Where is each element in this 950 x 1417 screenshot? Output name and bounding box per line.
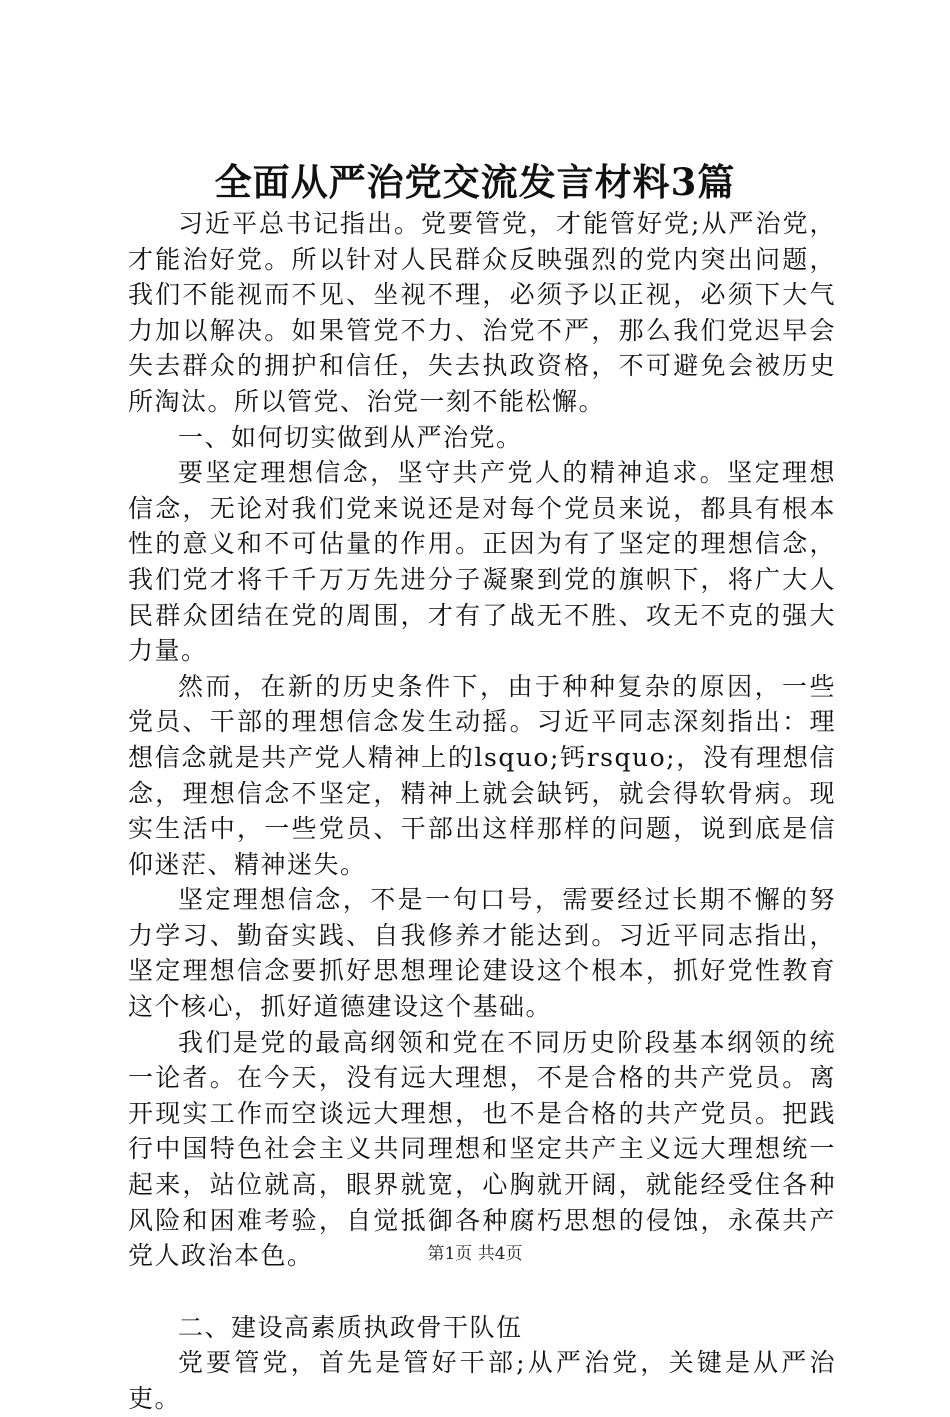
section-heading-2: 二、建设高素质执政骨干队伍 [178, 1312, 523, 1342]
document-title: 全面从严治党交流发言材料3篇 [214, 160, 736, 204]
paragraph-ideals: 要坚定理想信念，坚守共产党人的精神追求。坚定理想信念，无论对我们党来说还是对每个党员来说，都具有根本性的意义和不可估量的作用。正因为有了坚定的理想信念，我们党才将千千万万先进分子凝聚到党的旗帜下，将广大人民群众团结在党的周围，才有了战无不胜、攻无不克的强大力量。 [128, 458, 836, 666]
section-heading-1: 一、如何切实做到从严治党。 [178, 422, 523, 452]
paragraph-firm-belief: 坚定理想信念，不是一句口号，需要经过长期不懈的努力学习、勤奋实践、自我修养才能达到。习近平同志指出，坚定理想信念要抓好思想理论建设这个根本，抓好党性教育这个核心，抓好道德建设这个基础。 [128, 885, 836, 1022]
paragraph-history: 然而，在新的历史条件下，由于种种复杂的原因，一些党员、干部的理想信念发生动摇。习近平同志深刻指出：理想信念就是共产党人精神上的lsquo;钙rsquo;，没有理想信念，理想信念不坚定，精神上就会缺钙，就会得软骨病。现实生活中，一些党员、干部出这样那样的问题，说到底是信仰迷茫、精神迷失。 [128, 671, 836, 879]
paragraph-cadres: 党要管党，首先是管好干部;从严治党，关键是从严治吏。 [128, 1348, 836, 1413]
paragraph-program: 我们是党的最高纲领和党在不同历史阶段基本纲领的统一论者。在今天，没有远大理想，不是合格的共产党员。离开现实工作而空谈远大理想，也不是合格的共产党员。把践行中国特色社会主义共同理想和坚定共产主义远大理想统一起来，站位就高，眼界就宽，心胸就开阔，就能经受住各种风险和困难考验，自觉抵御各种腐朽思想的侵蚀，永葆共产党人政治本色。 [128, 1027, 836, 1271]
document-body [128, 206, 836, 1417]
page-number-footer: 第1页 共4页 [427, 1244, 523, 1264]
paragraph-intro: 习近平总书记指出。党要管党，才能管好党;从严治党，才能治好党。所以针对人民群众反映强烈的党内突出问题，我们不能视而不见、坐视不理，必须予以正视，必须下大气力加以解决。如果管党不力、治党不严，那么我们党迟早会失去群众的拥护和信任，失去执政资格，不可避免会被历史所淘汰。所以管党、治党一刻不能松懈。 [128, 209, 836, 416]
